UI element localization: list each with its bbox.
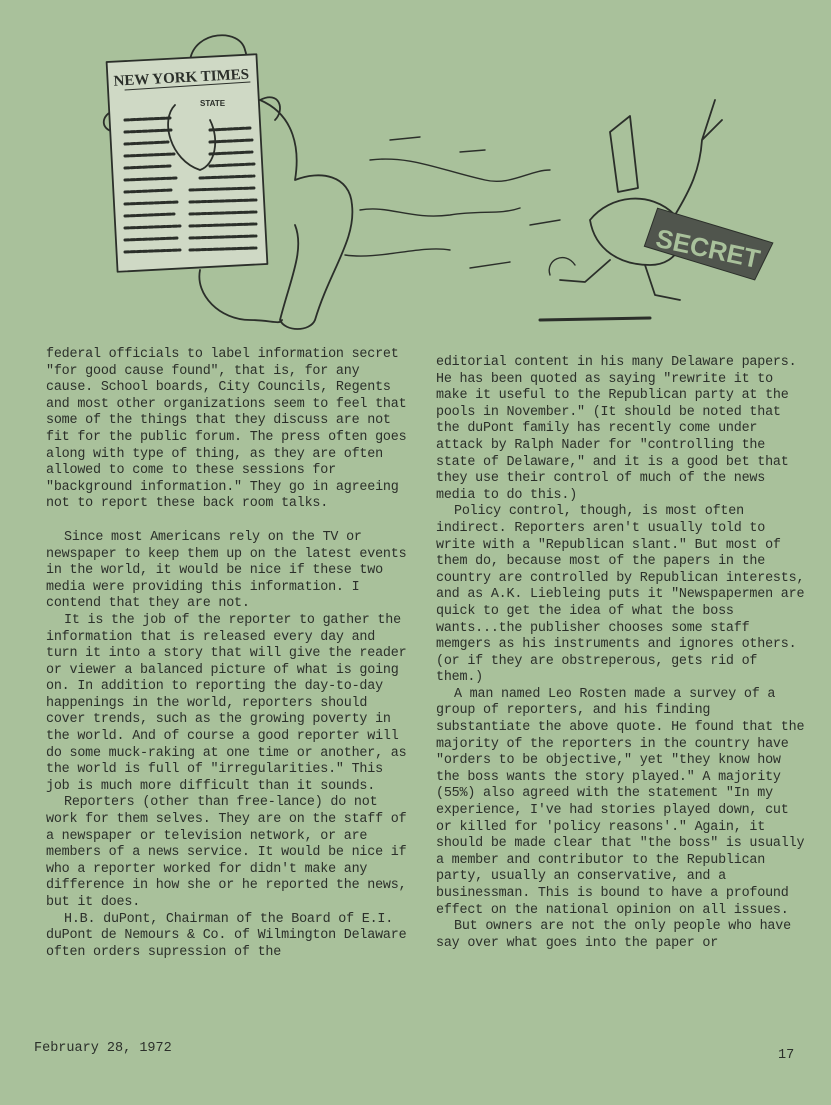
paragraph: Since most Americans rely on the TV or newspaper to keep them up on the latest events in the world, it would be nice if these two media were providing this information. I contend that they are not.: [46, 529, 407, 612]
paragraph: A man named Leo Rosten made a survey of a group of reporters, and his finding substantiate the above quote. He found that the majority of the reporters in the country have "orders to be objective," yet "they know how the boss wants the story played." A majority (55%) also agreed with the statement "In my experience, I've had stories played down, cut or killed for 'policy reasons'." Again, it should be made clear that "the boss" is usually a member and contributor to the Republican party, usually an conservative, and a businessman. This is bound to have a profound effect on the national opinion on all issues.: [436, 686, 805, 918]
left-column: [46, 347, 411, 961]
paragraph: It is the job of the reporter to gather the information that is released every day and turn it into a story that will give the reader or viewer a balanced picture of what is going on. In addition to reporting the day-to-day happenings in the world, reporters should cover trends, such as the growing poverty in the world. And of course a good reporter will do some muck-raking at one time or another, as the world is full of "irregularities." This job is much more difficult than it sounds.: [46, 612, 407, 794]
paragraph: Reporters (other than free-lance) do not work for them selves. They are on the staff of a newspaper or television network, or are members of a news service. It would be nice if who a reporter worked for didn't make any difference in how she or he reported the news, but it does.: [46, 795, 407, 910]
paragraph: Policy control, though, is most often indirect. Reporters aren't usually told to write with a "Republican slant." But most of them do, because most of the papers in the country are controlled by Republican interests, and as A.K. Liebleing puts it "Newspapermen are quick to get the idea of what the boss wants...the publisher chooses some staff memgers as his instruments and ignores others. (or if they are obstreperous, gets rid of them.): [436, 504, 805, 686]
issue-date: February 28, 1972: [34, 1041, 172, 1056]
motion-lines: [345, 137, 560, 268]
page-number: 17: [778, 1048, 795, 1063]
fleeing-figure-arm: [675, 100, 722, 215]
newspaper-masthead: NEW YORK TIMES: [113, 66, 250, 90]
paragraph: federal officials to label information secret "for good cause found", that is, for any cause. School boards, City Councils, Regents and most other organizations seem to feel that some of the things that they discuss are not fit for the public forum. The press often goes along with type of thing, as they are often allowed to come to these sessions for "background information." They go in agreeing not to report these back room talks.: [46, 347, 407, 512]
cartoon-illustration: [90, 20, 790, 345]
newspaper-section: STATE: [200, 99, 226, 108]
secret-bag-label: SECRET: [653, 222, 763, 275]
right-column: [436, 355, 806, 952]
fleeing-figure-legs: [560, 260, 680, 300]
reader-body: [260, 100, 352, 329]
paragraph: H.B. duPont, Chairman of the Board of E.I. duPont de Nemours & Co. of Wilmington Delaware often orders supression of the: [46, 911, 407, 960]
paragraph: editorial content in his many Delaware papers. He has been quoted as saying "rewrite it to make it useful to the Republican party at the pools in November." (It should be noted that the duPont family has recently come under attack by Ralph Nader for "controlling the state of Delaware," and it is a good bet that they use their control of much of the news media to do this.): [436, 355, 797, 503]
fleeing-figure-hat: [610, 116, 638, 192]
reader-leg: [199, 270, 282, 322]
paragraph: But owners are not the only people who have say over what goes into the paper or: [436, 919, 791, 951]
